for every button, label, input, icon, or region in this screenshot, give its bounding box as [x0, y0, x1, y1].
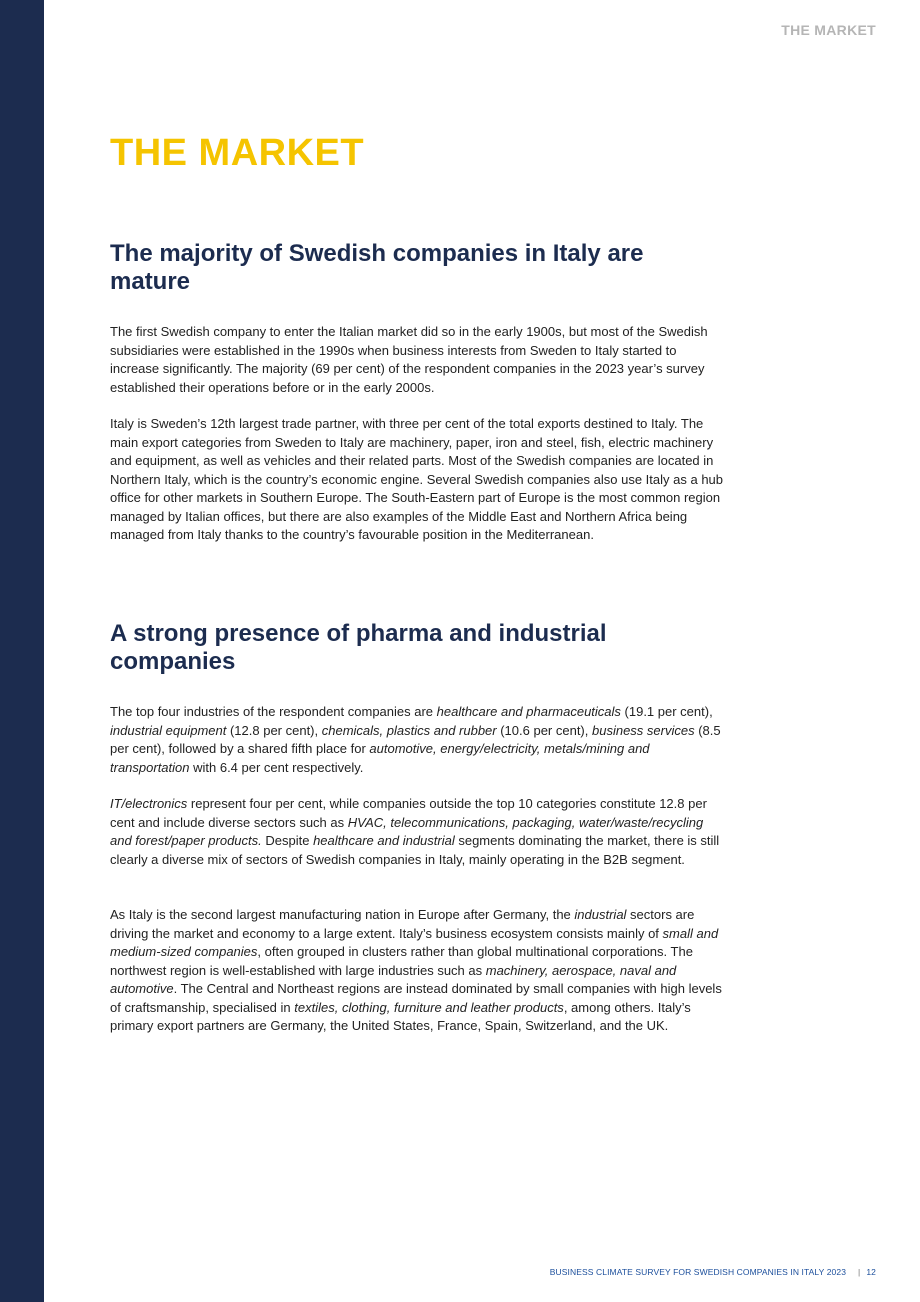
emphasis-text: healthcare and industrial — [313, 833, 455, 848]
emphasis-text: healthcare and pharmaceuticals — [436, 704, 621, 719]
paragraph-diverse-sectors — [110, 795, 725, 869]
paragraph-history: The first Swedish company to enter the Italian market did so in the early 1900s, but most of the Swedish subsidiaries were established in the 1990s when business interests from Sweden to Italy started to increase significantly. The majority (69 per cent) of the respondent companies in the 2023 year’s survey established their operations before or in the early 2000s. — [110, 324, 708, 395]
emphasis-text: chemicals, plastics and rubber — [321, 722, 497, 738]
page-number: 12 — [866, 1267, 876, 1277]
body-text-run: (19.1 per cent), — [620, 704, 713, 719]
emphasis-text: industrial equipment — [110, 722, 227, 738]
body-text-run: As Italy is the second largest manufacturing nation in Europe after Germany, the — [110, 907, 575, 922]
page-title: THE MARKET — [110, 132, 365, 174]
section-heading-mature: The majority of Swedish companies in Italy are mature — [110, 240, 644, 295]
footer-publication-title: BUSINESS CLIMATE SURVEY FOR SWEDISH COMPANIES IN ITALY 2023 — [549, 1267, 847, 1277]
paragraph-top-industries — [110, 703, 725, 777]
emphasis-text: textiles, clothing, furniture and leather products — [294, 999, 564, 1015]
emphasis-text: automotive, energy/electricity, metals/mining and transportation — [110, 741, 650, 775]
emphasis-text: small and medium-sized companies — [110, 925, 719, 959]
body-text-run: . The Central and Northeast regions are instead dominated by small companies with high levels of craftsmanship, specialised in — [110, 981, 722, 1015]
emphasis-text: machinery, aerospace, naval and automotive — [110, 962, 677, 996]
body-text-run: represent four per cent, while companies outside the top 10 categories constitute 12.8 per cent and include diverse sectors such as — [110, 796, 707, 830]
body-text-run: with 6.4 per cent respectively. — [189, 759, 364, 775]
body-text-run: segments dominating the market, there is still clearly a diverse mix of sectors of Swedish companies in Italy, mainly operating in the B2B segment. — [110, 833, 720, 867]
paragraph-trade: Italy is Sweden’s 12th largest trade partner, with three per cent of the total exports destined to Italy. The main export categories from Sweden to Italy are machinery, paper, iron and steel, fish, electric machinery and equipment, as well as vehicles and their related parts. Most of the Swedish companies are located in Northern Italy, which is the country’s economic engine. Several Swedish companies also use Italy as a hub office for other markets in Southern Europe. The South-Eastern part of Europe is the most common region managed by Italian offices, but there are also examples of the Middle East and Northern Africa being managed from Italy thanks to the country’s favourable position in the Mediterranean. — [110, 416, 724, 542]
page-footer — [550, 1267, 876, 1277]
body-text-run: (8.5 per cent), followed by a shared fifth place for — [110, 722, 721, 756]
emphasis-text: industrial — [574, 907, 627, 922]
left-sidebar-band — [0, 0, 44, 1302]
running-header: THE MARKET — [781, 22, 876, 38]
emphasis-text: HVAC, telecommunications, packaging, water/waste/recycling and forest/paper products. — [110, 814, 704, 848]
footer-separator: | — [858, 1267, 861, 1277]
section-heading-pharma: A strong presence of pharma and industrial companies — [110, 620, 607, 675]
body-text-run: (12.8 per cent), — [226, 722, 322, 738]
body-text-run: sectors are driving the market and economy to a large extent. Italy’s business ecosystem consists mainly of — [110, 907, 695, 941]
body-text-run: , often grouped in clusters rather than global multinational corporations. The northwest region is well-established with large industries such as — [110, 944, 693, 978]
emphasis-text: business services — [592, 722, 695, 738]
paragraph-manufacturing — [110, 906, 725, 1036]
body-text-run: (10.6 per cent), — [496, 722, 592, 738]
body-text-run: , among others. Italy’s primary export partners are Germany, the United States, France, Spain, Switzerland, and the UK. — [110, 999, 691, 1033]
body-text-run: The top four industries of the respondent companies are — [110, 704, 437, 719]
emphasis-text: IT/electronics — [110, 796, 188, 811]
body-text-run: Despite — [261, 833, 314, 848]
